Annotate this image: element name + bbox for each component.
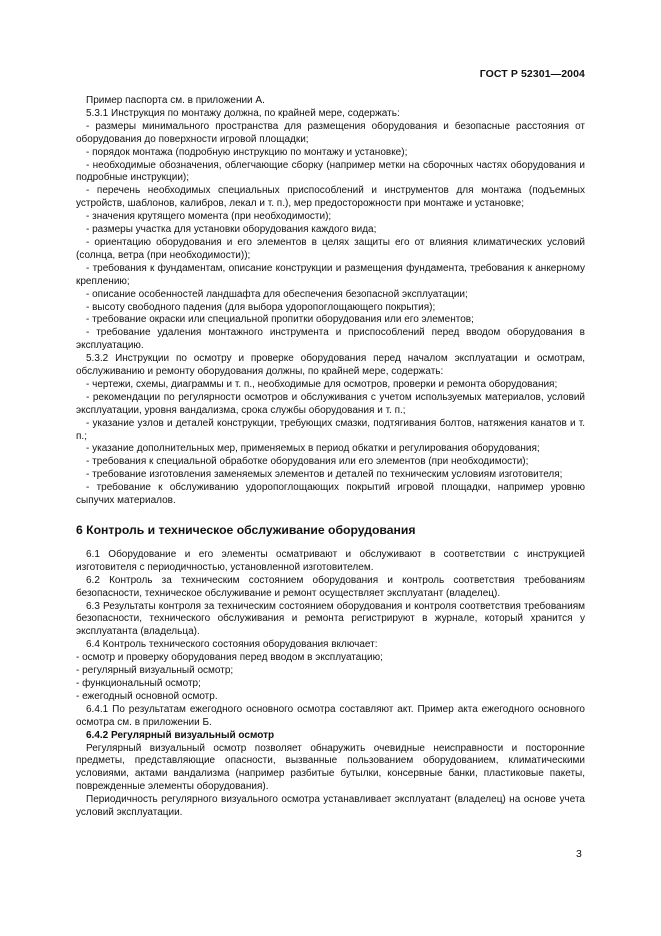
paragraph: Пример паспорта см. в приложении А. bbox=[86, 95, 265, 106]
list-item: - описание особенностей ландшафта для обеспечения безопасной эксплуатации; bbox=[86, 288, 468, 300]
list-item: - указание узлов и деталей конструкции, требующих смазки, подтягивания болтов, натяжения канатов и т. п.; bbox=[76, 417, 585, 442]
document-header-id: ГОСТ Р 52301—2004 bbox=[479, 68, 585, 80]
section-6-heading: 6 Контроль и техническое обслуживание оборудования bbox=[76, 523, 416, 537]
list-item: - высоту свободного падения (для выбора удоропоглощающего покрытия); bbox=[86, 301, 436, 313]
list-item: - требование к обслуживанию удоропоглощающих покрытий игровой площадки, например уровню сыпучих материалов. bbox=[76, 482, 585, 507]
list-item: - требование окраски или специальной пропитки оборудования или его элементов; bbox=[86, 314, 474, 326]
list-item: - требования к фундаментам, описание конструкции и размещения фундамента, требования к анкерному креплению; bbox=[76, 262, 585, 287]
list-item: - порядок монтажа (подробную инструкцию по монтажу и установке); bbox=[86, 146, 408, 158]
list-item: - значения крутящего момента (при необходимости); bbox=[86, 211, 332, 223]
clause-6-4-1: 6.4.1 По результатам ежегодного основного осмотра составляют акт. Пример акта ежегодного основного осмотра см. в приложении Б. bbox=[76, 703, 585, 728]
clause-6-3: 6.3 Результаты контроля за техническим состоянием оборудования и контроля соответствия требованиям безопасности, технического обслуживания и ремонта регистрируют в журнале, который хранится у эксплуатанта (владельца). bbox=[76, 600, 585, 638]
list-item: - указание дополнительных мер, применяемых в период обкатки и регулирования оборудования; bbox=[86, 443, 540, 455]
clause-5-3-1: 5.3.1 Инструкция по монтажу должна, по крайней мере, содержать: bbox=[86, 107, 400, 119]
clause-6-4: 6.4 Контроль технического состояния оборудования включает: bbox=[86, 639, 378, 651]
clause-5-3-2: 5.3.2 Инструкции по осмотру и проверке оборудования перед началом эксплуатации и осмотрам, обслуживанию и ремонту оборудования должны, по крайней мере, содержать: bbox=[76, 353, 585, 378]
list-item: - необходимые обозначения, облегчающие сборку (например метки на сборочных частях оборудования и подробные инструкции); bbox=[76, 159, 585, 184]
list-item: - ориентацию оборудования и его элементов в целях защиты его от влияния климатических условий (солнца, ветра (при необходимости)); bbox=[76, 236, 585, 261]
page-content bbox=[76, 95, 585, 820]
list-item: - требование удаления монтажного инструмента и приспособлений перед вводом оборудования в эксплуатацию. bbox=[76, 327, 585, 352]
list-item: - чертежи, схемы, диаграммы и т. п., необходимые для осмотров, проверки и ремонта оборудования; bbox=[86, 378, 558, 390]
page-number: 3 bbox=[576, 848, 582, 860]
list-item: - функциональный осмотр; bbox=[76, 677, 201, 689]
list-item: - требование изготовления заменяемых элементов и деталей по техническим условиям изготовителя; bbox=[86, 469, 563, 481]
list-item: - рекомендации по регулярности осмотров и обслуживания с учетом используемых материалов, условий эксплуатации, уровня вандализма, срока службы оборудования и т. п.; bbox=[76, 391, 585, 416]
list-item: - осмотр и проверку оборудования перед вводом в эксплуатацию; bbox=[76, 652, 383, 664]
clause-6-1: 6.1 Оборудование и его элементы осматривают и обслуживают в соответствии с инструкцией изготовителя с периодичностью, установленной изготовителем. bbox=[76, 548, 585, 573]
list-item: - размеры участка для установки оборудования каждого вида; bbox=[86, 224, 377, 236]
clause-6-2: 6.2 Контроль за техническим состоянием оборудования и контроль соответствия требованиям безопасности, техническое обслуживание и ремонт осуществляет эксплуатант (владелец). bbox=[76, 574, 585, 599]
clause-6-4-2-heading: 6.4.2 Регулярный визуальный осмотр bbox=[86, 729, 275, 741]
paragraph: Периодичность регулярного визуального осмотра устанавливает эксплуатант (владелец) на основе учета условий эксплуатации. bbox=[76, 794, 585, 819]
list-item: - регулярный визуальный осмотр; bbox=[76, 665, 234, 677]
list-item: - размеры минимального пространства для размещения оборудования и безопасные расстояния от оборудования до поверхности игровой площадки; bbox=[76, 120, 585, 145]
paragraph: Регулярный визуальный осмотр позволяет обнаружить очевидные неисправности и посторонние предметы, представляющие опасности, вызванные пользованием оборудованием, климатическими условиями, актами вандализма (например разбитые бутылки, консервные банки, пластиковые пакеты, поврежденные элементы оборудования). bbox=[76, 742, 585, 793]
list-item: - ежегодный основной осмотр. bbox=[76, 690, 218, 702]
list-item: - требования к специальной обработке оборудования или его элементов (при необходимости); bbox=[86, 456, 529, 468]
list-item: - перечень необходимых специальных приспособлений и инструментов для монтажа (подъемных устройств, шаблонов, калибров, лекал и т. п.), мер предосторожности при монтаже и установке; bbox=[76, 185, 585, 210]
